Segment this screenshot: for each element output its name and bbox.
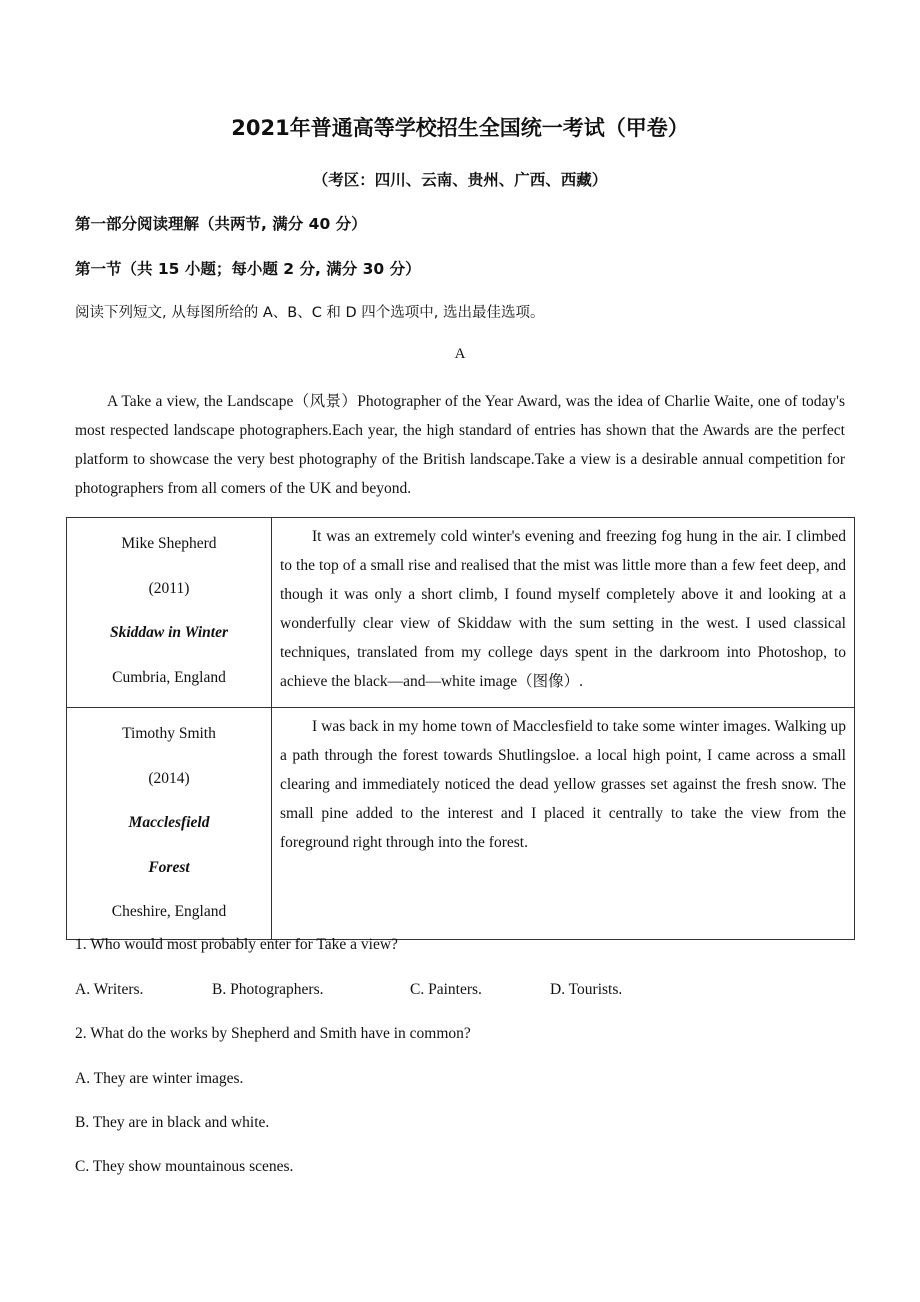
section-heading: 第一节（共 15 小题；每小题 2 分, 满分 30 分） — [75, 260, 421, 278]
photographer-name: Mike Shepherd — [121, 535, 217, 552]
q2-option-c: C. They show mountainous scenes. — [75, 1158, 294, 1175]
work-location: Cheshire, England — [111, 903, 227, 920]
q1-option-b: B. Photographers. — [212, 981, 324, 998]
work-year: (2014) — [148, 769, 190, 787]
passage-intro: A Take a view, the Landscape（风景）Photographer of the Year Award, was the idea of Charlie Waite, one of today's most respected landscape photographers.Each year, the high standard of entries has shown that the Awards are the perfect platform to showcase the very best photography of the British landscape.Take a view is a desirable annual competition for photographers from all comers of the UK and beyond. — [75, 393, 845, 497]
q1-option-c: C. Painters. — [410, 981, 482, 998]
exam-regions: （考区：四川、云南、贵州、广西、西藏） — [312, 171, 608, 189]
work-year: (2011) — [148, 579, 190, 597]
exam-title: 2021年普通高等学校招生全国统一考试（甲卷） — [231, 116, 689, 140]
work-meta — [67, 708, 272, 940]
q1-option-d: D. Tourists. — [550, 981, 623, 998]
question-1: 1. Who would most probably enter for Take a view? — [75, 936, 398, 953]
work-meta — [67, 518, 272, 708]
work-title-line2: Forest — [148, 858, 190, 876]
work-title: Skiddaw in Winter — [109, 624, 228, 641]
instructions: 阅读下列短文, 从每图所给的 A、B、C 和 D 四个选项中, 选出最佳选项。 — [75, 305, 545, 321]
work-description: I was back in my home town of Macclesfield to take some winter images. Walking up a path through the forest towards Shutlingsloe. a local high point, I came across a small clearing and immediately noticed the dead yellow grasses set against the fresh snow. The small pine added to the interest and I placed it centrally to take the view from the foreground right through into the forest. — [272, 708, 855, 940]
table-row — [67, 518, 855, 708]
photographer-name: Timothy Smith — [122, 725, 216, 742]
work-title-line1: Macclesfield — [128, 814, 210, 831]
q2-option-a: A. They are winter images. — [75, 1070, 244, 1087]
part-heading: 第一部分阅读理解（共两节, 满分 40 分） — [75, 215, 367, 233]
q1-option-a: A. Writers. — [75, 981, 144, 998]
work-location: Cumbria, England — [112, 668, 226, 686]
question-2: 2. What do the works by Shepherd and Smith have in common? — [75, 1025, 471, 1042]
table-row — [67, 708, 855, 940]
q2-option-b: B. They are in black and white. — [75, 1114, 270, 1131]
passage-label: A — [454, 346, 466, 362]
works-table — [66, 517, 855, 940]
work-description: It was an extremely cold winter's evening and freezing fog hung in the air. I climbed to the top of a small rise and realised that the mist was little more than a few feet deep, and though it was only a short climb, I found myself completely above it and looking at a wonderfully clear view of Skiddaw with the sum setting in the west. I used classical techniques, translated from my college days spent in the darkroom into Photoshop, to achieve the black—and—white image（图像）. — [272, 518, 855, 708]
